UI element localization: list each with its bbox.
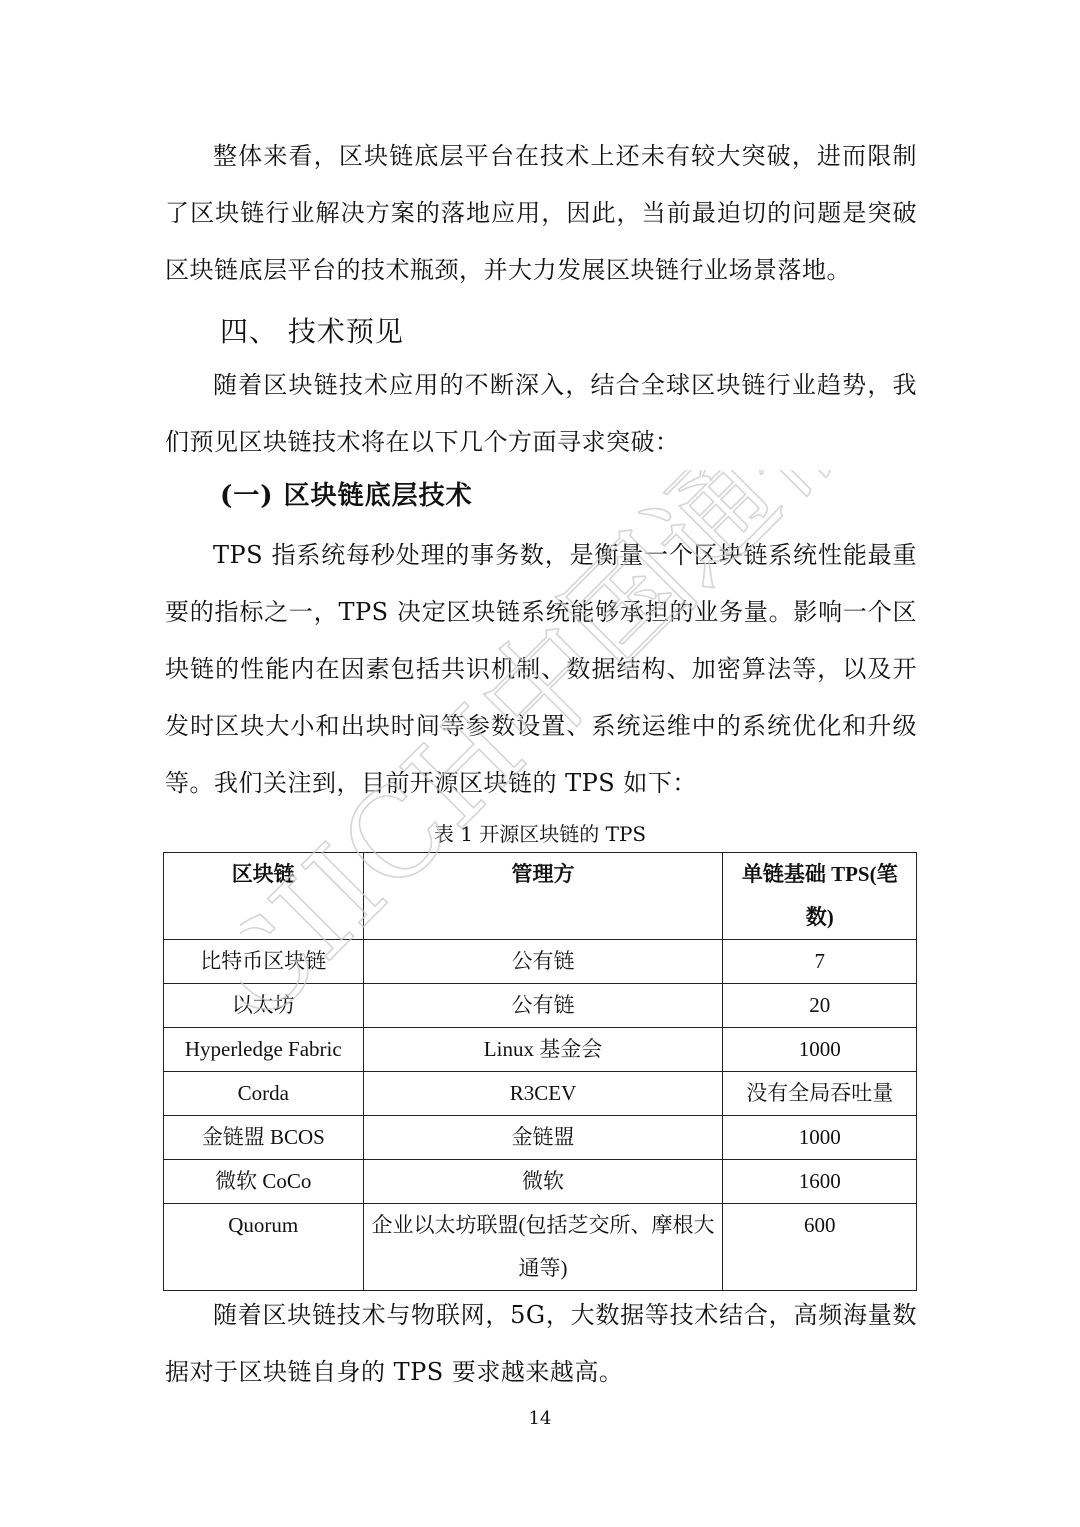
section-heading: 四、 技术预见	[220, 315, 404, 348]
table-cell: 比特币区块链	[164, 940, 364, 984]
table-cell: 微软	[363, 1160, 723, 1204]
table-cell: 1000	[723, 1028, 917, 1072]
paragraph-1: 整体来看，区块链底层平台在技术上还未有较大突破，进而限制了区块链行业解决方案的落地应用，因此，当前最迫切的问题是突破区块链底层平台的技术瓶颈，并大力发展区块链行业场景落地。	[165, 142, 917, 284]
table-cell: 微软 CoCo	[164, 1160, 364, 1204]
table-cell: 企业以太坊联盟(包括芝交所、摩根大通等)	[363, 1204, 723, 1291]
table-cell: 1000	[723, 1116, 917, 1160]
table-cell: 金链盟	[363, 1116, 723, 1160]
page-number: 14	[528, 1408, 552, 1429]
paragraph-4: 随着区块链技术与物联网，5G，大数据等技术结合，高频海量数据对于区块链自身的 TPS 要求越来越高。	[165, 1301, 917, 1386]
table-cell: 1600	[723, 1160, 917, 1204]
paragraph-3: TPS 指系统每秒处理的事务数，是衡量一个区块链系统性能最重要的指标之一，TPS 决定区块链系统能够承担的业务量。影响一个区块链的性能内在因素包括共识机制、数据结构、加密算法等，以及开发时区块大小和出块时间等参数设置、系统运维中的系统优化和升级等。我们关注到，目前开源区块链的 TPS 如下：	[165, 541, 917, 797]
table-cell: Corda	[164, 1072, 364, 1116]
table-cell: 以太坊	[164, 984, 364, 1028]
table-cell: 7	[723, 940, 917, 984]
table-row	[164, 940, 917, 984]
table-row	[164, 984, 917, 1028]
sub-heading: (一) 区块链底层技术	[220, 481, 473, 511]
table-cell: 金链盟 BCOS	[164, 1116, 364, 1160]
table-cell: Hyperledge Fabric	[164, 1028, 364, 1072]
table-cell: 公有链	[363, 984, 723, 1028]
table-cell: 20	[723, 984, 917, 1028]
table-row	[164, 1072, 917, 1116]
paragraph-2: 随着区块链技术应用的不断深入，结合全球区块链行业趋势，我们预见区块链技术将在以下几个方面寻求突破：	[165, 371, 917, 456]
table-row	[164, 1160, 917, 1204]
header-cell: 区块链	[164, 853, 364, 940]
table-cell: 600	[723, 1204, 917, 1291]
table-cell: 没有全局吞吐量	[723, 1072, 917, 1116]
table-row	[164, 1116, 917, 1160]
header-cell: 管理方	[363, 853, 723, 940]
table-row	[164, 1204, 917, 1291]
table-cell: Quorum	[164, 1204, 364, 1291]
table-row	[164, 1028, 917, 1072]
table-header-row	[164, 853, 917, 940]
table-cell: Linux 基金会	[363, 1028, 723, 1072]
header-cell: 单链基础 TPS(笔数)	[723, 853, 917, 940]
table-cell: 公有链	[363, 940, 723, 984]
table-caption: 表 1 开源区块链的 TPS	[433, 822, 647, 846]
tps-table	[163, 852, 917, 1291]
table-cell: R3CEV	[363, 1072, 723, 1116]
watermark-text: CIICH中国通信学会	[240, 470, 920, 1051]
